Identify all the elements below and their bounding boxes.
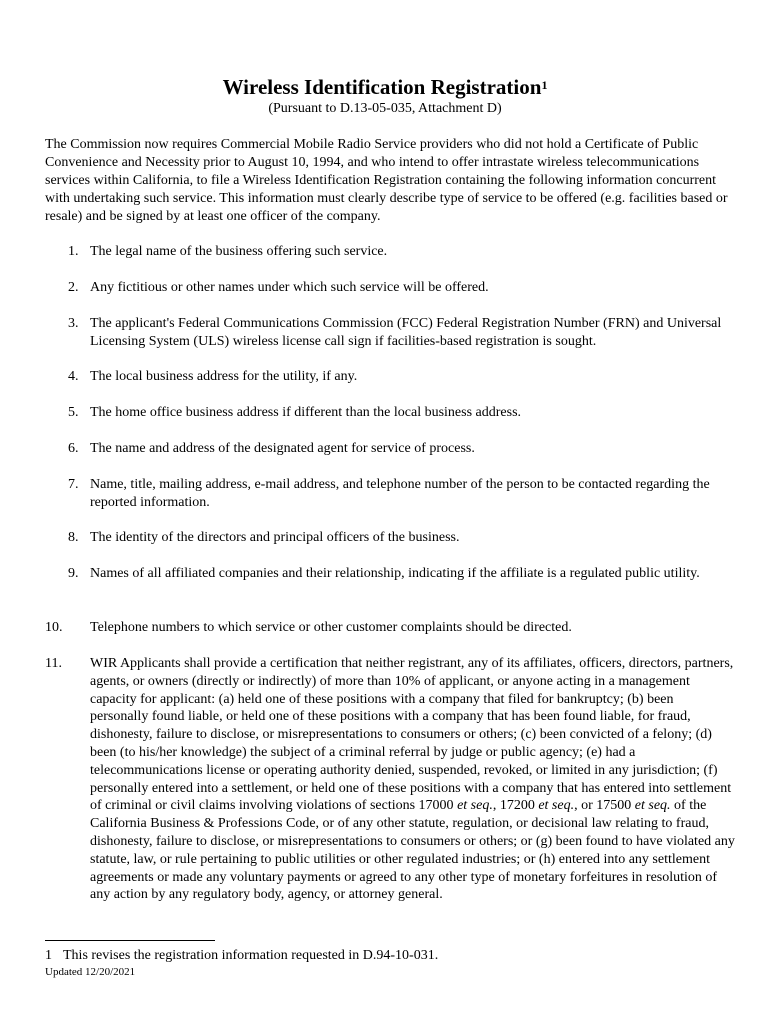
list-item-number: 7.	[68, 477, 79, 492]
list-item-text-part: , 17200	[492, 798, 539, 814]
list-item-number: 4.	[68, 369, 79, 384]
list-item-number: 3.	[68, 316, 79, 331]
list-item-7	[45, 476, 735, 512]
list-item-8	[45, 529, 735, 547]
updated-date: Updated 12/20/2021	[45, 966, 136, 978]
list-item-1	[45, 243, 735, 261]
list-item-text: The legal name of the business offering such service.	[90, 244, 388, 259]
page-subtitle: (Pursuant to D.13-05-035, Attachment D)	[268, 101, 502, 116]
list-item-number: 9.	[68, 566, 79, 581]
title-text: Wireless Identification Registration	[222, 75, 542, 99]
list-item-10	[45, 619, 735, 637]
list-item-number: 2.	[68, 280, 79, 295]
list-item-text: The home office business address if different than the local business address.	[90, 405, 522, 420]
list-item-text: The local business address for the utility, if any.	[90, 369, 358, 384]
footnote-divider	[45, 940, 215, 941]
footnote-number: 1	[45, 948, 52, 963]
list-item-text-part: of the California Business & Professions Code, or of any other statute, regulation, or decisional law relating to fraud, dishonesty, failure to disclose, or misrepresentations to consumers or others; or (g) been found to have violated any statute, law, or rule pertaining to public utilities or other regulated industries; or (h) entered into any settlement agreements or made any voluntary payments or agreed to any other type of monetary forfeitures in resolution of any action by any regulatory body, agency, or attorney general.	[90, 798, 735, 903]
list-item-text-part: WIR Applicants shall provide a certification that neither registrant, any of its affiliates, officers, directors, partners, agents, or owners (directly or indirectly) of more than 10% of applicant, or anyone acting in a management capacity for applicant: (a) held one of these positions with a company that filed for bankruptcy; (b) been personally found liable, or held one of these positions with a company that has been found liable, for fraud, dishonesty, failure to disclose, or misrepresentations to consumers or others; (c) been convicted of a felony; (d) been (to his/her knowledge) the subject of a criminal referral by judge or public agency; (e) had a telecommunications license or operating authority denied, suspended, revoked, or limited in any jurisdiction; (f) personally entered into a settlement, or held one of these positions with a company that has entered into settlement of criminal or civil claims involving violations of sections 17000	[90, 656, 734, 814]
list-item-text: The name and address of the designated agent for service of process.	[90, 441, 475, 456]
list-item-text-part: , or 17500	[574, 798, 635, 814]
list-item-number: 11.	[45, 656, 62, 671]
list-item-9	[45, 565, 735, 583]
footnote	[45, 947, 438, 965]
list-item-number: 5.	[68, 405, 79, 420]
list-item-text: Names of all affiliated companies and their relationship, indicating if the affiliate is a regulated public utility.	[90, 566, 700, 581]
list-item-4	[45, 368, 735, 386]
intro-paragraph: The Commission now requires Commercial Mobile Radio Service providers who did not hold a Certificate of Public Convenience and Necessity prior to August 10, 1994, and who intend to offer intrastate wireless telecommunications services within California, to file a Wireless Identification Registration containing the following information concurrent with undertaking such service. This information must clearly describe type of service to be offered (e.g. facilities based or resale) and be signed by at least one officer of the company.	[45, 137, 728, 224]
list-item-11	[45, 655, 735, 904]
list-item-text: The applicant's Federal Communications Commission (FCC) Federal Registration Number (FRN) and Universal Licensing System (ULS) wireless license call sign if facilities-based registration is sought.	[90, 316, 722, 349]
list-item-number: 10.	[45, 620, 63, 635]
italic-et-seq: et seq.	[538, 798, 575, 814]
list-item-text: Any fictitious or other names under which such service will be offered.	[90, 280, 489, 295]
list-item-text: Name, title, mailing address, e-mail address, and telephone number of the person to be contacted regarding the reported information.	[90, 477, 710, 510]
title-footnote-marker: 1	[541, 78, 548, 92]
list-item-text: Telephone numbers to which service or other customer complaints should be directed.	[90, 620, 572, 635]
italic-et-seq: et seq.	[457, 798, 493, 814]
italic-et-seq: et seq.	[634, 798, 671, 814]
list-item-3	[45, 315, 735, 351]
list-item-number: 6.	[68, 441, 79, 456]
list-item-2	[45, 279, 735, 297]
list-item-text	[90, 655, 735, 904]
list-item-text: The identity of the directors and principal officers of the business.	[90, 530, 460, 545]
page-title	[0, 74, 770, 100]
list-item-number: 8.	[68, 530, 79, 545]
footnote-text: This revises the registration information requested in D.94-10-031.	[63, 948, 439, 963]
list-item-6	[45, 440, 735, 458]
list-item-number: 1.	[68, 244, 79, 259]
list-item-5	[45, 404, 735, 422]
